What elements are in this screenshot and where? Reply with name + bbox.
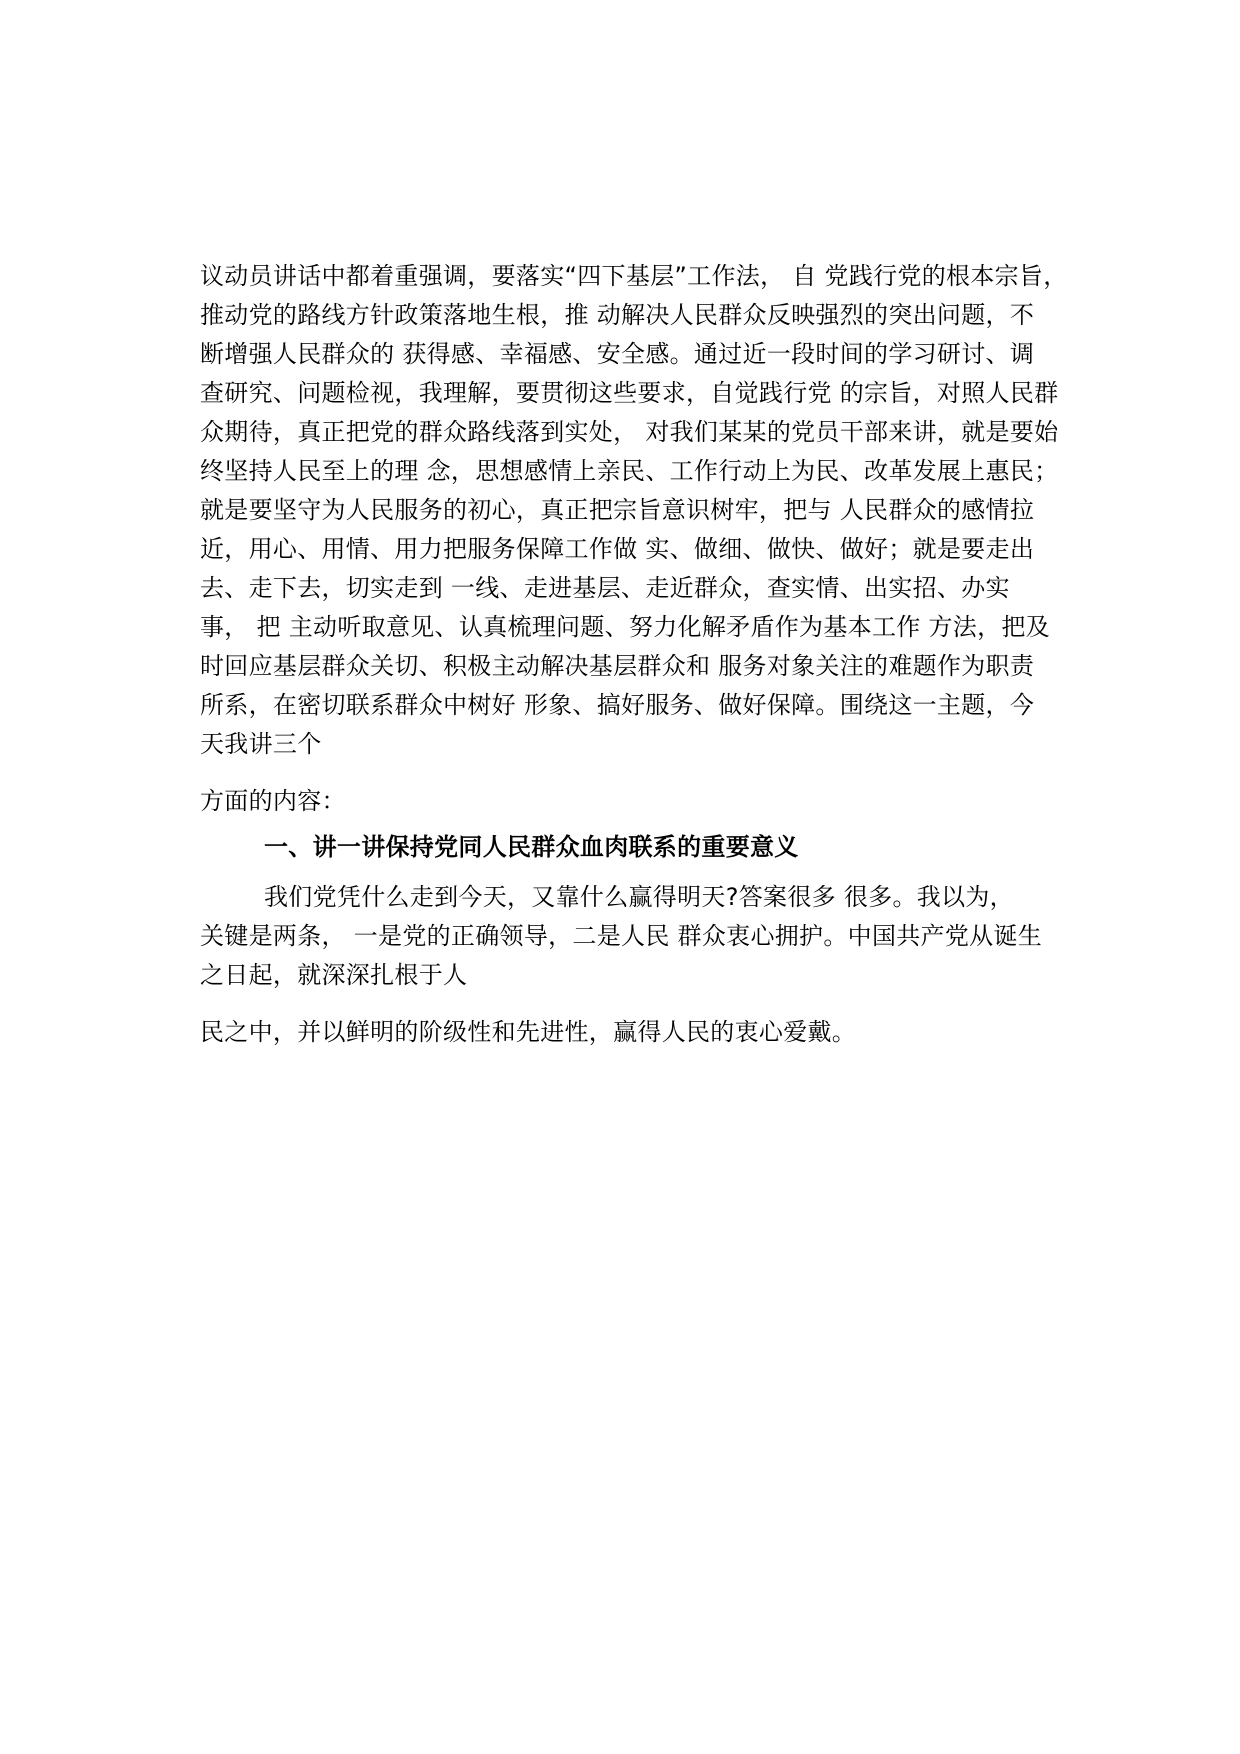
paragraph-4 — [200, 1013, 1080, 1052]
paragraph-1 — [200, 257, 1080, 764]
text-line: 推动党的路线方针政策落地生根，推 动解决人民群众反映强烈的突出问题，不 — [200, 301, 1035, 329]
text-line: 我们党凭什么走到今天，又靠什么赢得明天?答案很多 很多。我以为， — [264, 883, 1014, 911]
text-line: 方面的内容： — [200, 787, 346, 815]
text-line: 断增强人民群众的 获得感、幸福感、安全感。通过近一段时间的学习研讨、调 — [200, 340, 1035, 368]
text-line: 时回应基层群众关切、积极主动解决基层群众和 服务对象关注的难题作为职责 — [200, 652, 1035, 680]
text-line: 终坚持人民至上的理 念，思想感情上亲民、工作行动上为民、改革发展上惠民； — [200, 457, 1059, 485]
section-heading-1 — [200, 828, 1080, 867]
text-line: 关键是两条， 一是党的正确领导，二是人民 群众衷心拥护。中国共产党从诞生 — [200, 922, 1043, 950]
text-line: 去、走下去，切实走到 一线、走进基层、走近群众，查实情、出实招、办实 — [200, 574, 1010, 602]
text-line: 天我讲三个 — [200, 730, 322, 758]
heading-text: 一、讲一讲保持党同人民群众血肉联系的重要意义 — [264, 833, 799, 861]
paragraph-2 — [200, 782, 1080, 821]
text-line: 民之中，并以鲜明的阶级性和先进性，赢得人民的衷心爱戴。 — [200, 1018, 857, 1046]
paragraph-3 — [200, 878, 1080, 995]
text-line: 查研究、问题检视，我理解，要贯彻这些要求，自觉践行党 的宗旨，对照人民群 — [200, 379, 1059, 407]
text-line: 所系，在密切联系群众中树好 形象、搞好服务、做好保障。围绕这一主题，今 — [200, 691, 1035, 719]
text-line: 事， 把 主动听取意见、认真梳理问题、努力化解矛盾作为基本工作 方法，把及 — [200, 613, 1050, 641]
text-line: 就是要坚守为人民服务的初心，真正把宗旨意识树牢，把与 人民群众的感情拉 — [200, 496, 1035, 524]
text-line: 众期待，真正把党的群众路线落到实处， 对我们某某的党员干部来讲，就是要始 — [200, 418, 1059, 446]
text-line: 近，用心、用情、用力把服务保障工作做 实、做细、做快、做好；就是要走出 — [200, 535, 1035, 563]
text-line: 议动员讲话中都着重强调，要落实“四下基层”工作法， 自 党践行党的根本宗旨， — [200, 262, 1068, 290]
text-line: 之日起，就深深扎根于人 — [200, 961, 468, 989]
